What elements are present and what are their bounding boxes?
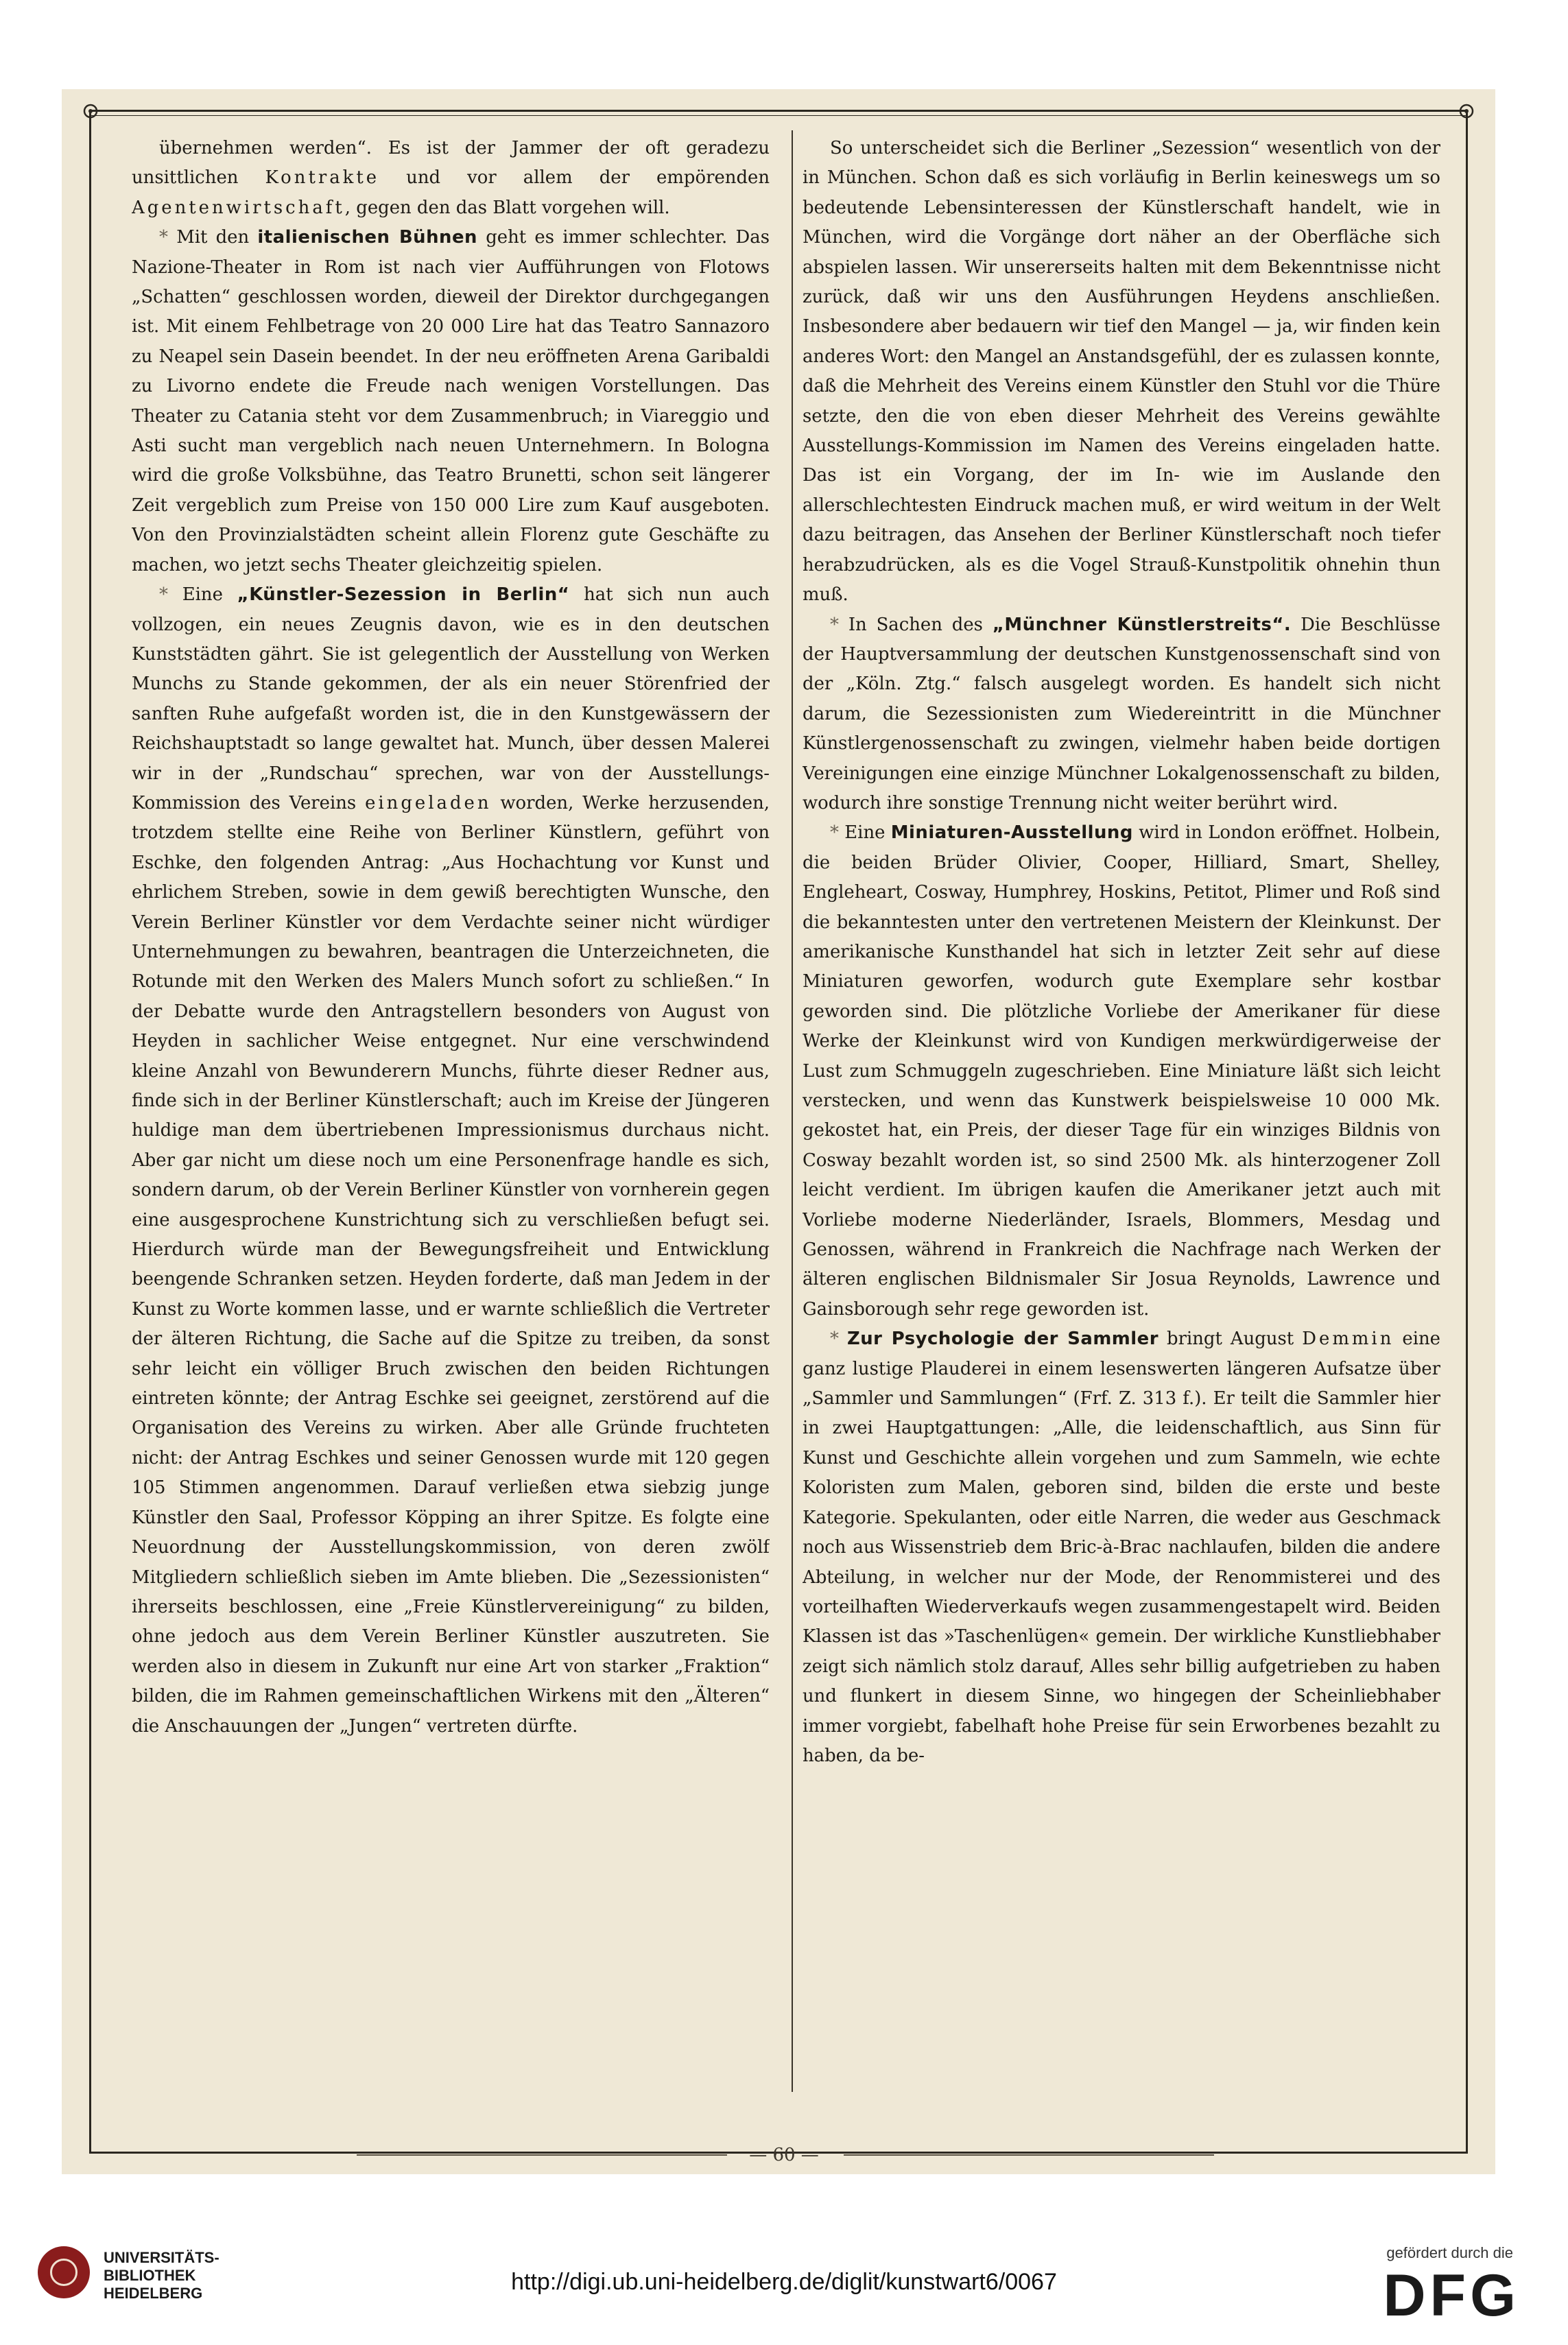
institution-line: BIBLIOTHEK (104, 2267, 196, 2284)
folio-rule-right (844, 2154, 1214, 2156)
source-url[interactable]: http://digi.ub.uni-heidelberg.de/diglit/kunstwart6/0067 (511, 2269, 1057, 2295)
spaced-emphasis: eingeladen (365, 792, 492, 813)
corner-ornament-top-left (77, 97, 104, 125)
institution-line: UNIVERSITÄTS- (104, 2249, 219, 2266)
news-item-paragraph (803, 610, 1440, 819)
text-run: Eine (844, 822, 891, 844)
text-run: und vor allem der empörenden (379, 167, 770, 189)
column-divider (792, 130, 793, 2092)
frame-top-rule-thin (89, 115, 1468, 116)
item-heading: Miniaturen-Ausstellung (890, 822, 1133, 844)
text-run: bringt August (1158, 1329, 1303, 1350)
institution-line: HEIDELBERG (104, 2285, 203, 2302)
text-run: Die Beschlüsse der Hauptversammlung der deutschen Kunstgenossenschaft sind von der „Köln. Ztg.“ falsch ausgelegt worden. Es handelt sich nicht darum, die Sezessionisten zum Wiedereintritt in die Münchner Künstlergenossenschaft zu zwingen, vielmehr haben beide dortigen Vereinigungen eine einzige Münchner Lokalgenossenschaft zu bilden, wodurch ihre sonstige Trennung nicht weiter berührt wird. (803, 614, 1440, 813)
page-number: — 60 — (749, 2145, 819, 2165)
spaced-emphasis: Agentenwirtschaft (132, 197, 345, 218)
text-run: So unterscheidet sich die Berliner „Sezession“ wesentlich von der in München. Schon daß es sich vorläufig in Berlin keineswegs um so bedeutende Lebensinteressen der Künstlerschaft handelt, wie in München, wird die Vorgänge dort näher an der Oberfläche sich abspielen lassen. Wir unsererseits halten mit dem Bekenntnisse nicht zurück, daß wir uns den Ausführungen Heydens anschließen. Insbesondere aber bedauern wir tief den Mangel — ja, wir finden kein anderes Wort: den Mangel an Anstandsgefühl, der es zulassen konnte, daß die Mehrheit des Vereins einem Künstler den Stuhl vor die Thüre setzte, den die von eben dieser Mehrheit des Vereins gewählte Ausstellungs-Kommission im Namen des Vereins eingeladen hatte. Das ist ein Vorgang, der im In- wie im Auslande den allerschlechtesten Eindruck machen muß, er wird weitum in der Welt dazu beitragen, das Ansehen der Berliner Künstlerschaft noch tiefer herabzudrücken, als es die Vogel Strauß-Kunstpolitik ohnehin thun muß. (803, 138, 1440, 606)
text-run: , gegen den das Blatt vorgehen will. (344, 197, 670, 218)
left-text-column (132, 134, 770, 2116)
item-heading: Zur Psychologie der Sammler (846, 1329, 1159, 1350)
text-run: eine ganz lustige Plauderei in einem lesenswerten längeren Aufsatze über „Sammler und Sammlungen“ (Frf. Z. 313 f.). Er teilt die Sammler hier in zwei Hauptgattungen: „Alle, die leidenschaftlich, aus Sinn für Kunst und Geschichte allein vorgehen und zum Sammeln, wie echte Koloristen zum Malen, geboren sind, bilden die erste und beste Kategorie. Spekulanten, oder eitle Narren, die weder aus Geschmack noch aus Wissenstrieb dem Bric-à-Brac nachlaufen, bilden die andere Abteilung, in welcher nur der Mode, der Renommisterei und des vorteilhaften Wiederverkaufs wegen zusammengestapelt wird. Beiden Klassen ist das »Taschenlügen« gemein. Der wirkliche Kunstliebhaber zeigt sich nämlich stolz darauf, Alles sehr billig aufgetrieben zu haben und flunkert in diesem Sinne, wo hingegen der Scheinliebhaber immer vorgiebt, fabelhaft hohe Preise für sein Erworbenes bezahlt zu haben, da be- (803, 1329, 1440, 1766)
spaced-emphasis: Kontrakte (265, 167, 380, 189)
right-text-column (803, 134, 1440, 2116)
dfg-logo: DFG (1383, 2263, 1520, 2329)
news-item-paragraph (132, 223, 770, 580)
digitization-footer (0, 2195, 1568, 2345)
item-heading: italienischen Bühnen (257, 227, 477, 248)
frame-left-rule (89, 110, 91, 2154)
corner-ornament-top-right (1453, 97, 1480, 125)
text-run: Mit den (176, 227, 258, 248)
text-run: geht es immer schlechter. Das Nazione-Theater in Rom ist nach vier Aufführungen von Flotows „Schatten“ geschlossen worden, dieweil der Direktor durchgegangen ist. Mit einem Fehlbetrage von 20 000 Lire hat das Teatro Sannazoro zu Neapel sein Dasein beendet. In der neu eröffneten Arena Garibaldi zu Livorno endete die Freude nach wenigen Vorstellungen. Das Theater zu Catania steht vor dem Zusammenbruch; in Viareggio und Asti sucht man vergeblich nach neuen Unternehmern. In Bologna wird die große Volksbühne, das Teatro Brunetti, schon seit längerer Zeit vergeblich zum Preise von 150 000 Lire zum Kauf ausgeboten. Von den Provinzialstädten scheint allein Florenz gute Geschäfte zu machen, wo jetzt sechs Theater gleichzeitig spielen. (132, 227, 770, 575)
text-run: wird in London eröffnet. Holbein, die beiden Brüder Olivier, Cooper, Hilliard, Smart, Shelley, Engleheart, Cosway, Humphrey, Hoskins, Petitot, Plimer und Roß sind die bekanntesten unter den vertretenen Meistern der Kleinkunst. Der amerikanische Kunsthandel hat sich in letzter Zeit sehr auf diese Miniaturen geworfen, wodurch gute Exemplare sehr kostbar geworden sind. Die plötzliche Vorliebe der Amerikaner für diese Werke der Kleinkunst wird von Kundigen merkwürdigerweise der Lust zum Schmuggeln zugeschrieben. Eine Miniature läßt sich leicht verstecken, und wenn das Kunstwerk beispielsweise 10 000 Mk. gekostet hat, ein Preis, der dieser Tage für ein winziges Bildnis von Cosway bezahlt worden ist, so sind 2500 Mk. als hinterzogener Zoll leicht verdient. Im übrigen kaufen die Amerikaner jetzt auch mit Vorliebe moderne Niederländer, Israels, Blommers, Mesdag und Genossen, während in Frankreich die Nachfrage nach Werken der älteren englischen Bildnismaler Sir Josua Reynolds, Lawrence und Gainsborough sehr rege geworden ist. (803, 822, 1440, 1320)
text-run: In Sachen des (848, 614, 993, 635)
text-run: übernehmen werden“. Es ist der Jammer der oft geradezu unsittlichen (132, 138, 770, 189)
body-paragraph (132, 134, 770, 223)
frame-right-rule (1466, 110, 1468, 2154)
frame-top-rule (89, 110, 1468, 112)
item-heading: „Künstler-Sezession in Berlin“ (237, 584, 570, 606)
text-run: worden, Werke herzusenden, trotzdem stellte eine Reihe von Berliner Künstlern, geführt von Eschke, den folgenden Antrag: „Aus Hochachtung vor Kunst und ehrlichem Streben, sowie in dem gewiß berechtigten Wunsche, den Verein Berliner Künstler vor dem Verdachte seiner nicht würdiger Unternehmungen zu bewahren, beantragen die Unterzeichneten, die Rotunde mit den Werken des Malers Munch sofort zu schließen.“ In der Debatte wurde den Antragstellern besonders von August von Heyden in sachlicher Weise entgegnet. Nur eine verschwindend kleine Anzahl von Bewunderern Munchs, führte dieser Redner aus, finde sich in der Berliner Künstlerschaft; auch im Kreise der Jüngeren huldige man dem übertriebenen Impressionismus durchaus nicht. Aber gar nicht um diese noch um eine Personenfrage handle es sich, sondern darum, ob der Verein Berliner Künstler von vornherein gegen eine ausgesprochene Kunstrichtung sich zu verschließen befugt sei. Hierdurch würde man der Bewegungsfreiheit und Entwicklung beengende Schranken setzen. Heyden forderte, daß man Jedem in der Kunst zu Worte kommen lasse, und er warnte schließlich die Vertreter der älteren Richtung, die Sache auf die Spitze zu treiben, da sonst sehr leicht ein völliger Bruch zwischen den beiden Richtungen eintreten könnte; der Antrag Eschke sei geeignet, zerstörend auf die Organisation des Vereins zu wirken. Aber alle Gründe fruchteten nicht: der Antrag Eschkes und seiner Genossen wurde mit 120 gegen 105 Stimmen angenommen. Darauf verließen etwa siebzig junge Künstler den Saal, Professor Köpping an ihrer Spitze. Es folgte eine Neuordnung der Ausstellungskommission, von deren zwölf Mitgliedern schließlich sieben im Amte blieben. Die „Sezessionisten“ ihrerseits beschlossen, eine „Freie Künstlervereinigung“ zu bilden, ohne jedoch aus dem Verein Berliner Künstler auszutreten. Sie werden also in diesem in Zukunft nur eine Art von starker „Fraktion“ bilden, die im Rahmen gemeinschaftlichen Wirkens mit den „Älteren“ die Anschauungen der „Jungen“ vertreten dürfte. (132, 792, 770, 1737)
spaced-emphasis: Demmin (1302, 1329, 1394, 1350)
news-item-paragraph (803, 1324, 1440, 1771)
text-run: hat sich nun auch vollzogen, ein neues Zeugnis davon, wie es in den deutschen Kunststädten gährt. Sie ist gelegentlich der Ausstellung von Werken Munchs zu Stande gekommen, der als ein neuer Störenfried der sanften Ruhe aufgefaßt worden ist, die in den Kunstgewässern der Reichshauptstadt so lange gewaltet hat. Munch, über dessen Malerei wir in der „Rundschau“ sprechen, war von der Ausstellungs-Kommission des Vereins (132, 584, 770, 813)
news-item-paragraph (803, 818, 1440, 1324)
body-paragraph (803, 134, 1440, 610)
news-item-paragraph (132, 580, 770, 1741)
text-run: Eine (182, 584, 237, 606)
funding-note: gefördert durch die (1386, 2244, 1513, 2261)
item-heading: „Münchner Künstlerstreits“. (992, 614, 1292, 635)
